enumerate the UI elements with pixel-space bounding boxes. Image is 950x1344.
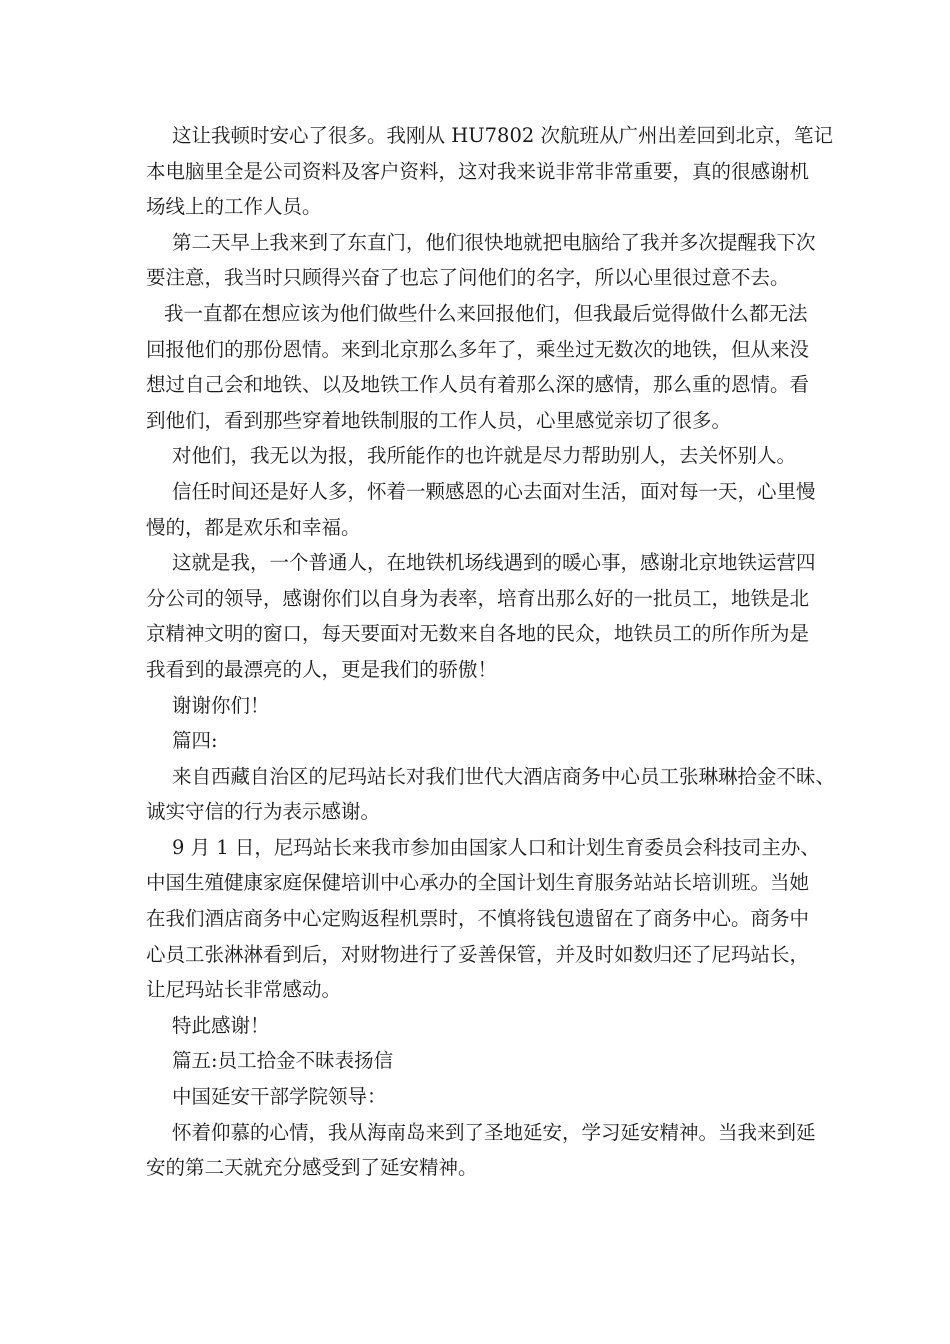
text-line: 来自西藏自治区的尼玛站长对我们世代大酒店商务中心员工张琳琳拾金不昧、 <box>172 764 836 788</box>
text-line: 特此感谢！ <box>172 1013 270 1037</box>
text-line: 9 月 1 日，尼玛站长来我市参加由国家人口和计划生育委员会科技司主办、 <box>172 835 820 859</box>
text-line: 想过自己会和地铁、以及地铁工作人员有着那么深的感情，那么重的恩情。看 <box>146 373 810 397</box>
paragraph <box>146 830 820 1008</box>
text-line: 这让我顿时安心了很多。我刚从 HU7802 次航班从广州出差回到北京，笔记 <box>172 124 833 147</box>
paragraph <box>146 438 806 474</box>
text-line: 这就是我，一个普通人，在地铁机场线遇到的暖心事，感谢北京地铁运营四 <box>172 551 816 575</box>
text-line: 在我们酒店商务中心定购返程机票时，不慎将钱包遗留在了商务中心。商务中 <box>146 907 810 931</box>
text-line: 中国延安干部学院领导： <box>172 1085 387 1109</box>
text-line: 怀着仰慕的心情，我从海南岛来到了圣地延安，学习延安精神。当我来到延 <box>172 1120 816 1144</box>
paragraph <box>146 545 816 687</box>
text-line: 慢的，都是欢乐和幸福。 <box>146 515 361 539</box>
text-line: 到他们，看到那些穿着地铁制服的工作人员，心里感觉亲切了很多。 <box>146 408 732 432</box>
text-line: 安的第二天就充分感受到了延安精神。 <box>146 1156 478 1180</box>
text-line: 信任时间还是好人多，怀着一颗感恩的心去面对生活，面对每一天，心里慢 <box>172 479 816 503</box>
paragraph <box>146 474 816 545</box>
paragraph <box>146 1115 816 1186</box>
text-line: 本电脑里全是公司资料及客户资料，这对我来说非常非常重要，真的很感谢机 <box>146 159 810 183</box>
text-line: 让尼玛站长非常感动。 <box>146 978 342 1002</box>
text-line: 京精神文明的窗口，每天要面对无数来自各地的民众，地铁员工的所作所为是 <box>146 622 810 646</box>
document-body <box>146 118 836 1186</box>
text-line: 场线上的工作人员。 <box>146 195 322 219</box>
text-line: 心员工张淋淋看到后，对财物进行了妥善保管，并及时如数归还了尼玛站长， <box>146 942 810 966</box>
text-line: 诚实守信的行为表示感谢。 <box>146 800 381 824</box>
text-line: 篇五:员工拾金不昧表扬信 <box>172 1049 394 1073</box>
text-line: 分公司的领导，感谢你们以自身为表率，培育出那么好的一批员工，地铁是北 <box>146 586 810 610</box>
paragraph <box>146 688 806 724</box>
text-line: 我一直都在想应该为他们做些什么来回报他们，但我最后觉得做什么都无法 <box>164 301 808 325</box>
text-line: 中国生殖健康家庭保健培训中心承办的全国计划生育服务站站长培训班。当她 <box>146 871 810 895</box>
paragraph <box>146 1008 806 1044</box>
text-line: 对他们，我无以为报，我所能作的也许就是尽力帮助别人，去关怀别人。 <box>172 444 797 468</box>
text-line: 谢谢你们！ <box>172 693 270 717</box>
text-line: 回报他们的那份恩情。来到北京那么多年了，乘坐过无数次的地铁，但从来没 <box>146 337 810 361</box>
text-line: 我看到的最漂亮的人，更是我们的骄傲！ <box>146 657 498 681</box>
section-heading <box>146 723 806 759</box>
text-line: 第二天早上我来到了东直门，他们很快地就把电脑给了我并多次提醒我下次 <box>172 230 816 254</box>
text-line: 篇四: <box>172 729 218 753</box>
paragraph <box>146 296 810 438</box>
paragraph <box>146 759 836 830</box>
text-line: 要注意，我当时只顾得兴奋了也忘了问他们的名字，所以心里很过意不去。 <box>146 266 790 290</box>
section-heading <box>146 1043 806 1079</box>
paragraph <box>146 225 816 296</box>
paragraph <box>146 118 833 225</box>
salutation <box>146 1079 806 1115</box>
